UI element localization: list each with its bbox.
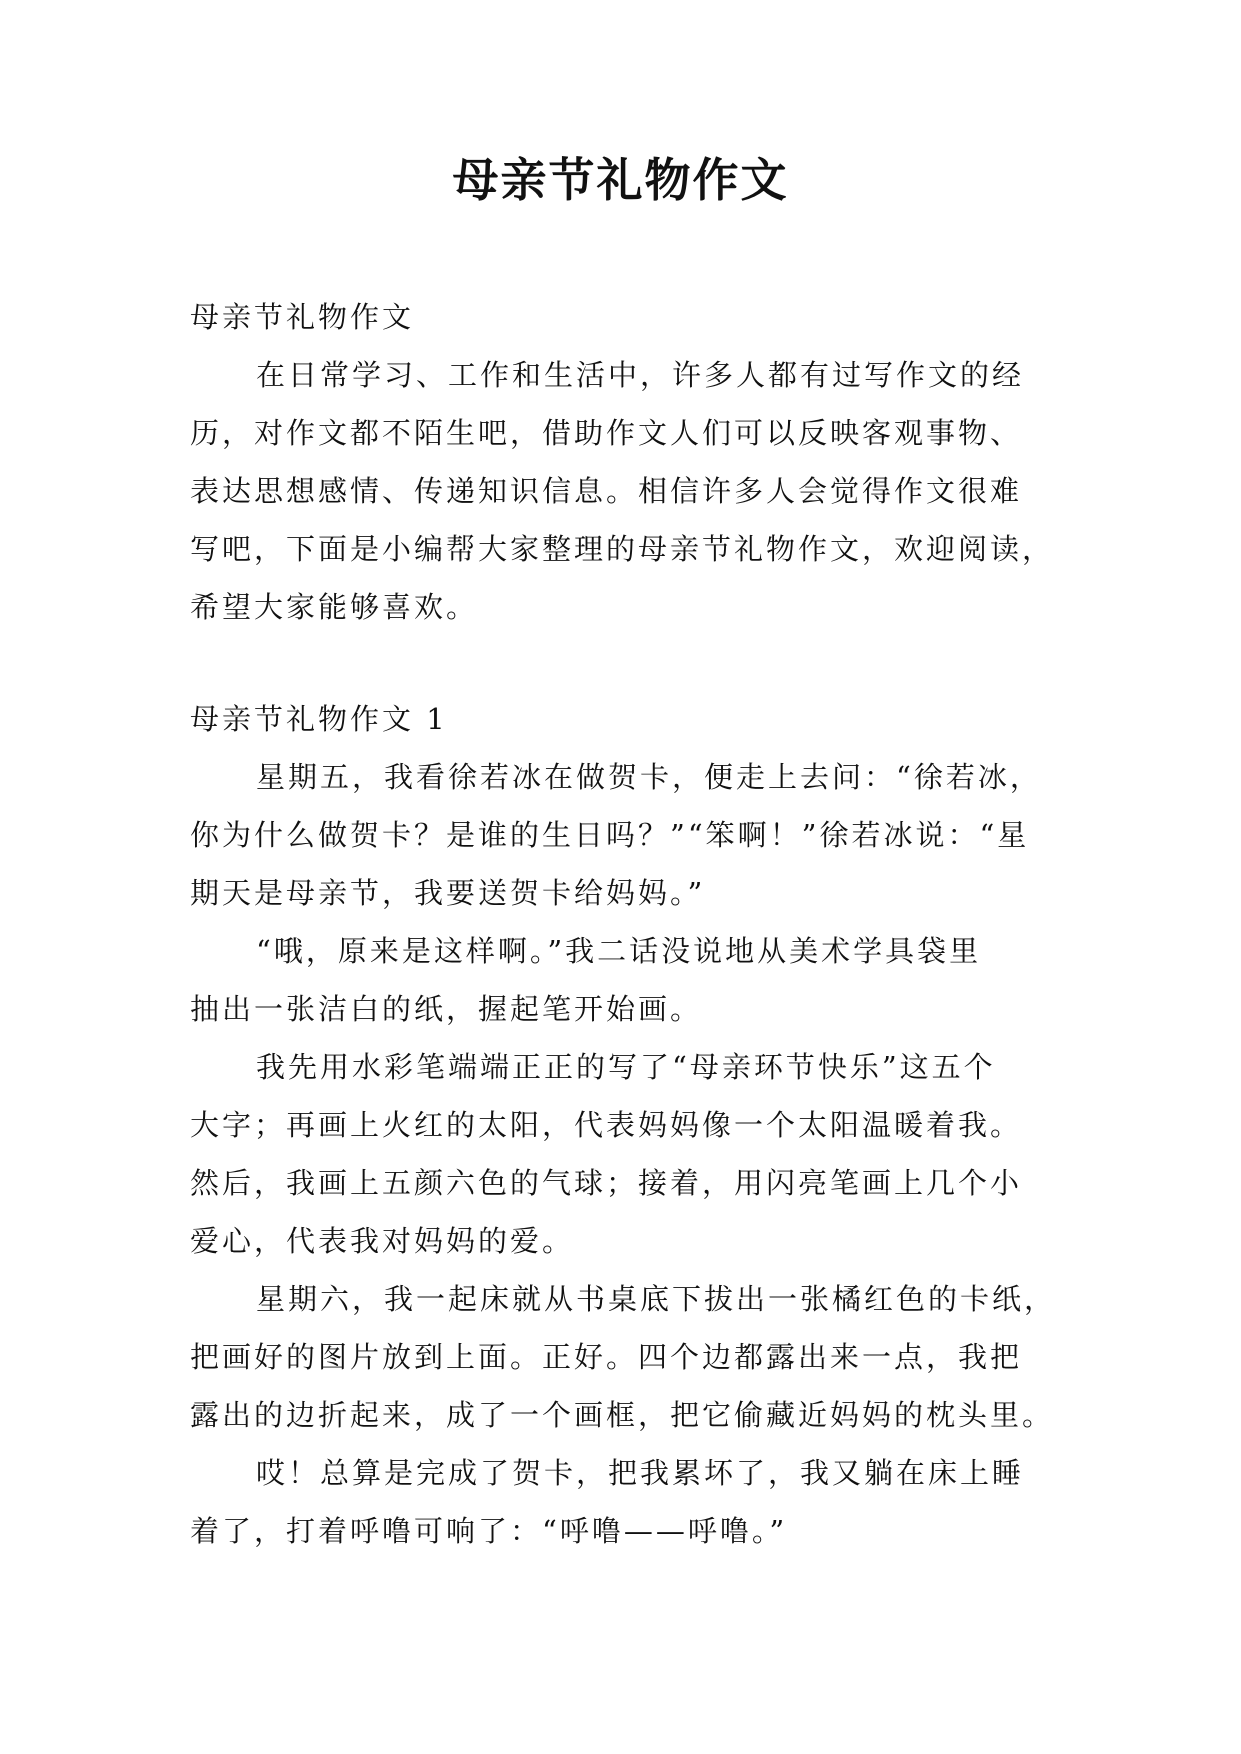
intro-line: 写吧，下面是小编帮大家整理的母亲节礼物作文，欢迎阅读， — [190, 532, 1055, 566]
document-title: 母亲节礼物作文 — [452, 153, 789, 207]
intro-line: 希望大家能够喜欢。 — [190, 590, 479, 624]
essay1-line: 我先用水彩笔端端正正的写了“母亲环节快乐”这五个 — [256, 1050, 996, 1084]
intro-heading: 母亲节礼物作文 — [190, 300, 415, 334]
intro-section — [190, 288, 1060, 636]
essay1-section — [190, 690, 1060, 1560]
essay1-line: 露出的边折起来，成了一个画框，把它偷藏近妈妈的枕头里。 — [190, 1398, 1055, 1432]
essay1-line: 然后，我画上五颜六色的气球；接着，用闪亮笔画上几个小 — [190, 1166, 1023, 1200]
intro-line: 历，对作文都不陌生吧，借助作文人们可以反映客观事物、 — [190, 416, 1023, 450]
essay1-line: 星期六，我一起床就从书桌底下拔出一张橘红色的卡纸， — [256, 1282, 1057, 1316]
essay1-line: 哎！总算是完成了贺卡，把我累坏了，我又躺在床上睡 — [256, 1456, 1025, 1490]
intro-line: 表达思想感情、传递知识信息。相信许多人会觉得作文很难 — [190, 474, 1023, 508]
essay1-line: “哦，原来是这样啊。”我二话没说地从美术学具袋里 — [256, 934, 982, 968]
essay1-line: 星期五，我看徐若冰在做贺卡，便走上去问：“徐若冰， — [256, 760, 1042, 794]
essay1-line: 你为什么做贺卡？是谁的生日吗？”“笨啊！”徐若冰说：“星 — [190, 818, 1030, 852]
essay1-line: 抽出一张洁白的纸，握起笔开始画。 — [190, 992, 703, 1026]
essay1-line: 把画好的图片放到上面。正好。四个边都露出来一点，我把 — [190, 1340, 1023, 1374]
essay1-line: 期天是母亲节，我要送贺卡给妈妈。” — [190, 876, 706, 910]
intro-line: 在日常学习、工作和生活中，许多人都有过写作文的经 — [256, 358, 1025, 392]
essay1-line: 大字；再画上火红的太阳，代表妈妈像一个太阳温暖着我。 — [190, 1108, 1023, 1142]
essay1-line: 爱心，代表我对妈妈的爱。 — [190, 1224, 575, 1258]
essay1-heading: 母亲节礼物作文 1 — [190, 702, 448, 736]
essay1-line: 着了，打着呼噜可响了：“呼噜——呼噜。” — [190, 1514, 788, 1548]
